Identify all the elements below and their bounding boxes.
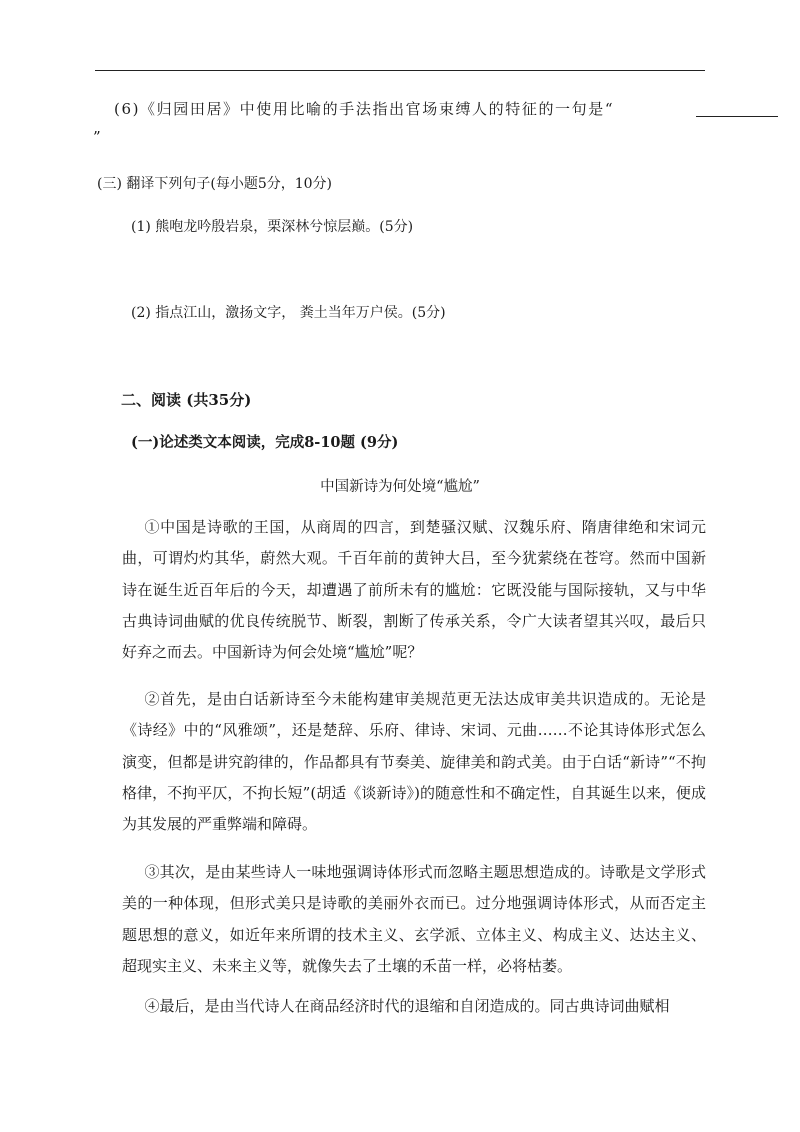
- question-6-close-quote: ”: [93, 128, 101, 146]
- answer-blank[interactable]: [696, 116, 778, 117]
- question-6: (6)《归园田居》中使用比喻的手法指出官场束缚人的特征的一句是“: [114, 100, 615, 118]
- article-title: 中国新诗为何处境“尴尬”: [320, 479, 480, 495]
- article-paragraph-3: ③其次，是由某些诗人一味地强调诗体形式而忽略主题思想造成的。诗歌是文学形式美的一种体现，但形式美只是诗歌的美丽外衣而已。过分地强调诗体形式，从而否定主题思想的意义，如近年来所谓的技术主义、玄学派、立体主义、构成主义、达达主义、超现实主义、未来主义等，就像失去了土壤的禾苗一样，必将枯萎。: [122, 863, 706, 975]
- section-3-heading: (三) 翻译下列句子(每小题5分，10分): [97, 176, 333, 192]
- translation-item-1: (1) 熊咆龙吟殷岩泉，栗深林兮惊层巅。(5分): [131, 219, 414, 235]
- article-paragraph-4: ④最后，是由当代诗人在商品经济时代的退缩和自闭造成的。同古典诗词曲赋相: [144, 997, 670, 1015]
- article-paragraph-1: ①中国是诗歌的王国，从商周的四言，到楚骚汉赋、汉魏乐府、隋唐律绝和宋词元曲，可谓灼灼其华，蔚然大观。千百年前的黄钟大吕，至今犹萦绕在苍穹。然而中国新诗在诞生近百年后的今天，却遭遇了前所未有的尴尬：它既没能与国际接轨，又与中华古典诗词曲赋的优良传统脱节、断裂，割断了传承关系，令广大读者望其兴叹，最后只好弃之而去。中国新诗为何会处境“尴尬”呢？: [122, 518, 706, 662]
- reading-heading: 二、阅读 (共35分): [121, 391, 252, 409]
- translation-item-2: (2) 指点江山，激扬文字， 粪土当年万户侯。(5分): [131, 305, 446, 321]
- article-paragraph-2: ②首先，是由白话新诗至今未能构建审美规范更无法达成审美共识造成的。无论是《诗经》中的“风雅颂”，还是楚辞、乐府、律诗、宋词、元曲……不论其诗体形式怎么演变，但都是讲究韵律的，作品都具有节奏美、旋律美和韵式美。由于白话“新诗”“不拘格律，不拘平仄，不拘长短”(胡适《谈新诗》)的随意性和不确定性，自其诞生以来，便成为其发展的严重弊端和障碍。: [122, 690, 706, 834]
- header-rule: [95, 70, 705, 71]
- reading-subheading: (一)论述类文本阅读，完成8-10题 (9分): [131, 434, 399, 451]
